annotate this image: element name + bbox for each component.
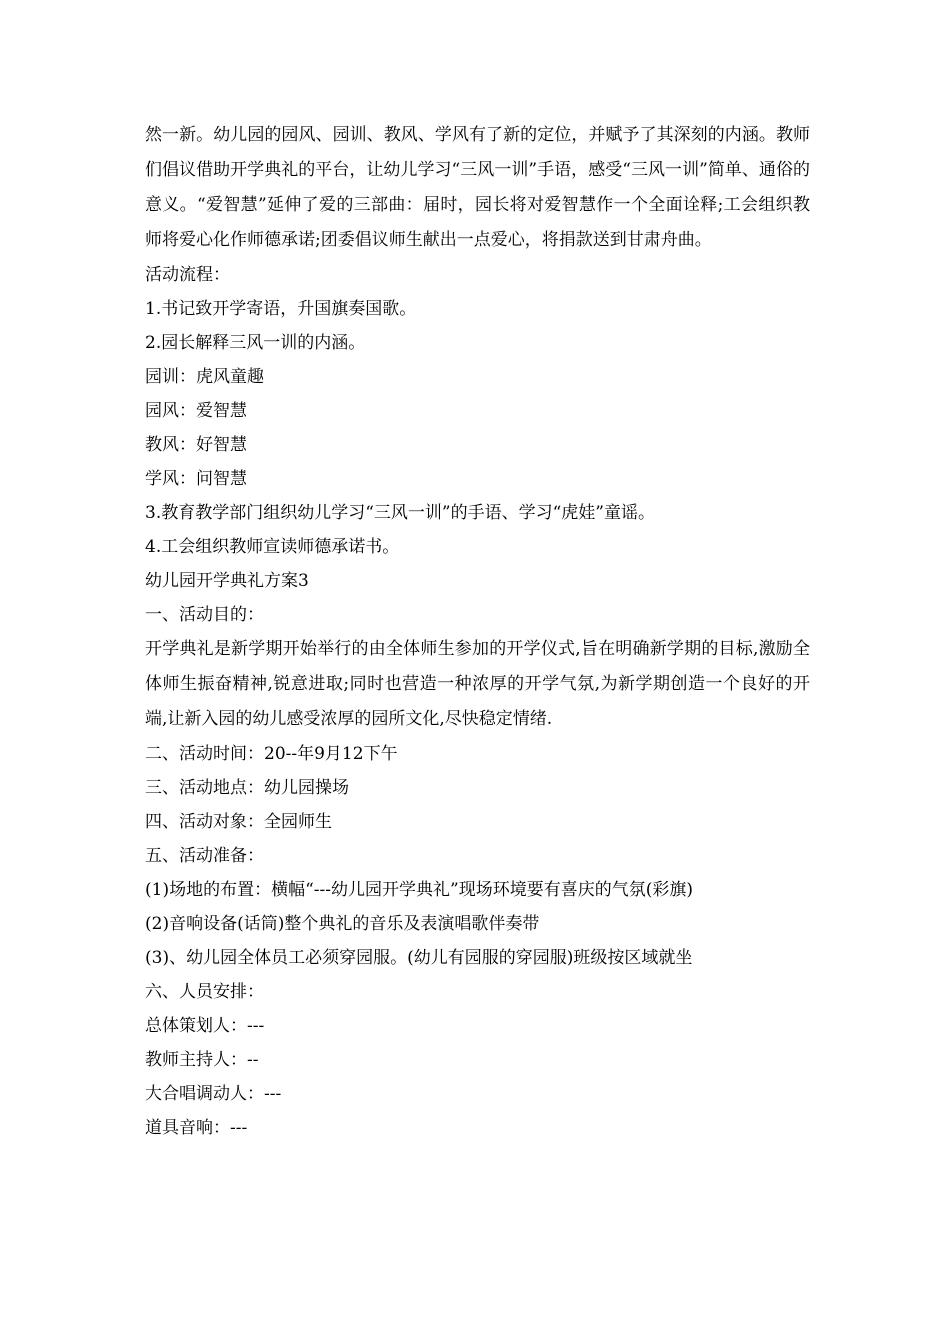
flow-item: 2.园长解释三风一训的内涵。 <box>145 333 366 353</box>
detail-line: (3)、幼儿园全体员工必须穿园服。(幼儿有园服的穿园服)班级按区域就坐 <box>145 948 693 968</box>
detail-line: 总体策划人：--- <box>145 1016 265 1036</box>
purpose-heading: 一、活动目的： <box>145 605 264 625</box>
flow-heading: 活动流程： <box>145 265 230 285</box>
flow-item: 4.工会组织教师宣读师德承诺书。 <box>145 537 400 557</box>
detail-line: (2)音响设备(话筒)整个典礼的音乐及表演唱歌伴奏带 <box>145 914 540 934</box>
flow-item: 园训：虎风童趣 <box>145 367 264 387</box>
flow-item: 1.书记致开学寄语，升国旗奏国歌。 <box>145 299 417 319</box>
plan-title: 幼儿园开学典礼方案3 <box>145 571 309 591</box>
detail-line: (1)场地的布置：横幅“---幼儿园开学典礼”现场环境要有喜庆的气氛(彩旗) <box>145 880 693 900</box>
detail-line: 道具音响：--- <box>145 1118 248 1138</box>
flow-item: 3.教育教学部门组织幼儿学习“三风一训”的手语、学习“虎娃”童谣。 <box>145 503 655 523</box>
detail-line: 教师主持人：-- <box>145 1050 259 1070</box>
detail-line: 大合唱调动人：--- <box>145 1084 282 1104</box>
flow-item: 学风：问智慧 <box>145 469 247 489</box>
detail-line: 六、人员安排： <box>145 982 264 1002</box>
document-page <box>145 118 810 1145</box>
intro-paragraph: 然一新。幼儿园的园风、园训、教风、学风有了新的定位，并赋予了其深刻的内涵。教师们倡议借助开学典礼的平台，让幼儿学习“三风一训”手语，感受“三风一训”简单、通俗的意义。“爱智慧”延伸了爱的三部曲：届时，园长将对爱智慧作一个全面诠释;工会组织教师将爱心化作师德承诺;团委倡议师生献出一点爱心，将捐款送到甘肃舟曲。 <box>145 125 810 250</box>
flow-item: 教风：好智慧 <box>145 435 247 455</box>
purpose-paragraph: 开学典礼是新学期开始举行的由全体师生参加的开学仪式,旨在明确新学期的目标,激励全体师生振奋精神,锐意进取;同时也营造一种浓厚的开学气氛,为新学期创造一个良好的开端,让新入园的幼儿感受浓厚的园所文化,尽快稳定情绪. <box>145 639 810 729</box>
detail-line: 五、活动准备： <box>145 846 264 866</box>
flow-item: 园风：爱智慧 <box>145 401 247 421</box>
detail-line: 四、活动对象：全园师生 <box>145 812 332 832</box>
detail-line: 二、活动时间：20--年9月12下午 <box>145 744 398 764</box>
detail-line: 三、活动地点：幼儿园操场 <box>145 778 349 798</box>
